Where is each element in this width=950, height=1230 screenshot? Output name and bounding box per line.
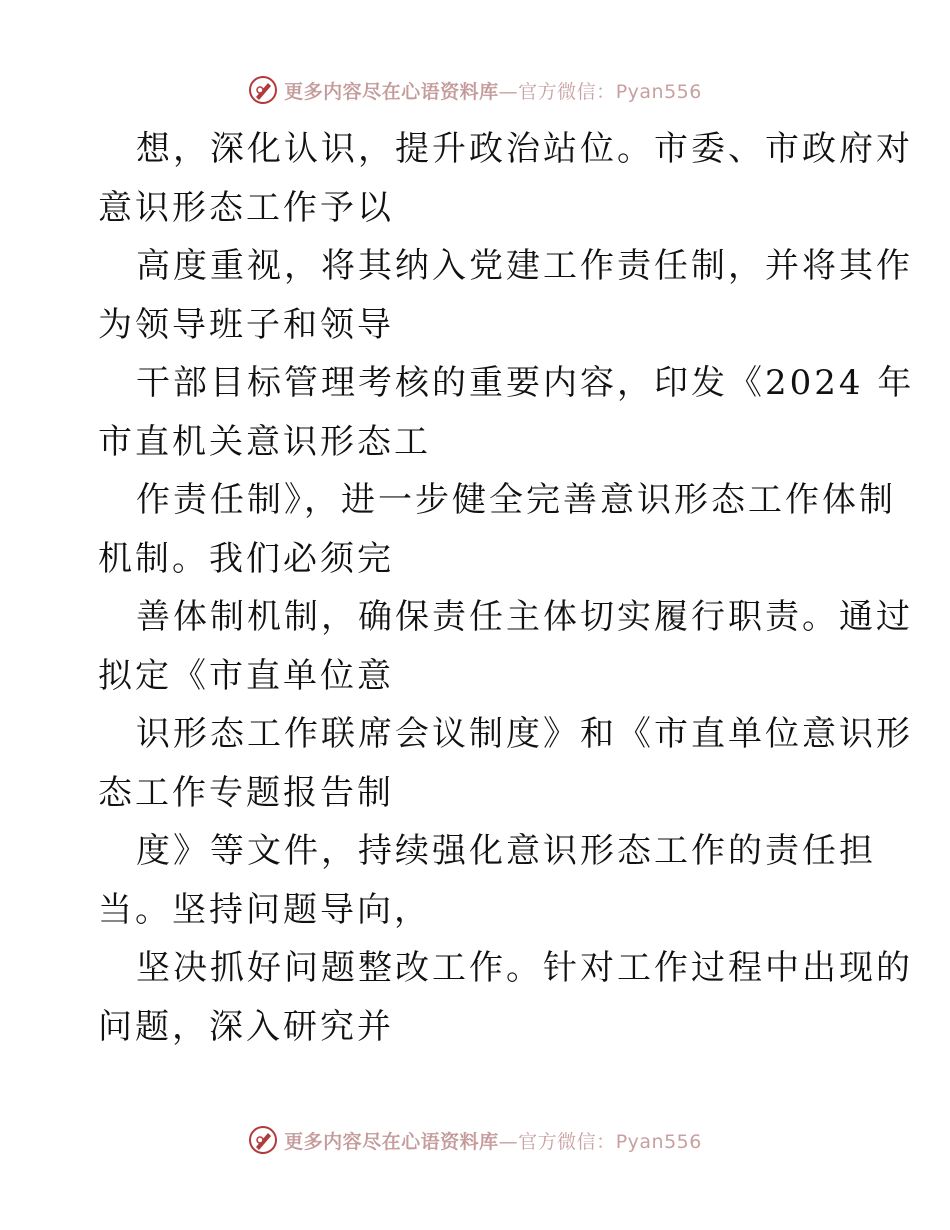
footer-banner: [0, 1120, 950, 1160]
footer-banner-text: [284, 1127, 702, 1154]
footer-contact-label: 官方微信：: [518, 1130, 616, 1153]
document-body: [98, 120, 915, 1056]
paragraph-line: 坚决抓好问题整改工作。针对工作过程中出现的: [136, 948, 913, 988]
paragraph-line: 问题，深入研究并: [98, 1006, 394, 1047]
paragraph-line: 想，深化认识，提升政治站位。市委、市政府对: [136, 129, 913, 169]
paragraph: [98, 588, 913, 705]
paragraph-line: 度》等文件，持续强化意识形态工作的责任担: [136, 831, 876, 871]
paragraph: [98, 471, 896, 588]
paragraph-line: 识形态工作联席会议制度》和《市直单位意识形: [136, 714, 913, 754]
paragraph-line: 为领导班子和领导: [98, 304, 394, 345]
paragraph-line: 态工作专题报告制: [98, 772, 394, 813]
footer-separator: —: [498, 1130, 519, 1153]
header-promo-text: 更多内容尽在心语资料库: [284, 80, 499, 103]
paragraph: [98, 354, 915, 471]
header-handle: Pyan556: [615, 80, 702, 103]
paragraph: [98, 822, 876, 939]
pen-logo-icon: [248, 75, 278, 105]
paragraph: [98, 705, 913, 822]
header-banner-text: [284, 77, 702, 104]
paragraph: [98, 237, 913, 354]
footer-handle: Pyan556: [615, 1130, 702, 1153]
paragraph-line: 拟定《市直单位意: [98, 655, 394, 696]
paragraph-line: 意识形态工作予以: [98, 187, 394, 228]
paragraph-line: 善体制机制，确保责任主体切实履行职责。通过: [136, 597, 913, 637]
footer-promo-text: 更多内容尽在心语资料库: [284, 1130, 499, 1153]
paragraph-line: 干部目标管理考核的重要内容，印发《2024 年: [136, 363, 915, 403]
header-separator: —: [498, 80, 519, 103]
header-contact-label: 官方微信：: [518, 80, 616, 103]
paragraph: [98, 939, 913, 1056]
paragraph-line: 作责任制》，进一步健全完善意识形态工作体制: [136, 480, 896, 520]
paragraph: [98, 120, 913, 237]
paragraph-line: 当。坚持问题导向，: [98, 889, 431, 930]
pen-logo-icon: [248, 1125, 278, 1155]
header-banner: [0, 70, 950, 110]
paragraph-line: 机制。我们必须完: [98, 538, 394, 579]
paragraph-line: 市直机关意识形态工: [98, 421, 431, 462]
paragraph-line: 高度重视，将其纳入党建工作责任制，并将其作: [136, 246, 913, 286]
